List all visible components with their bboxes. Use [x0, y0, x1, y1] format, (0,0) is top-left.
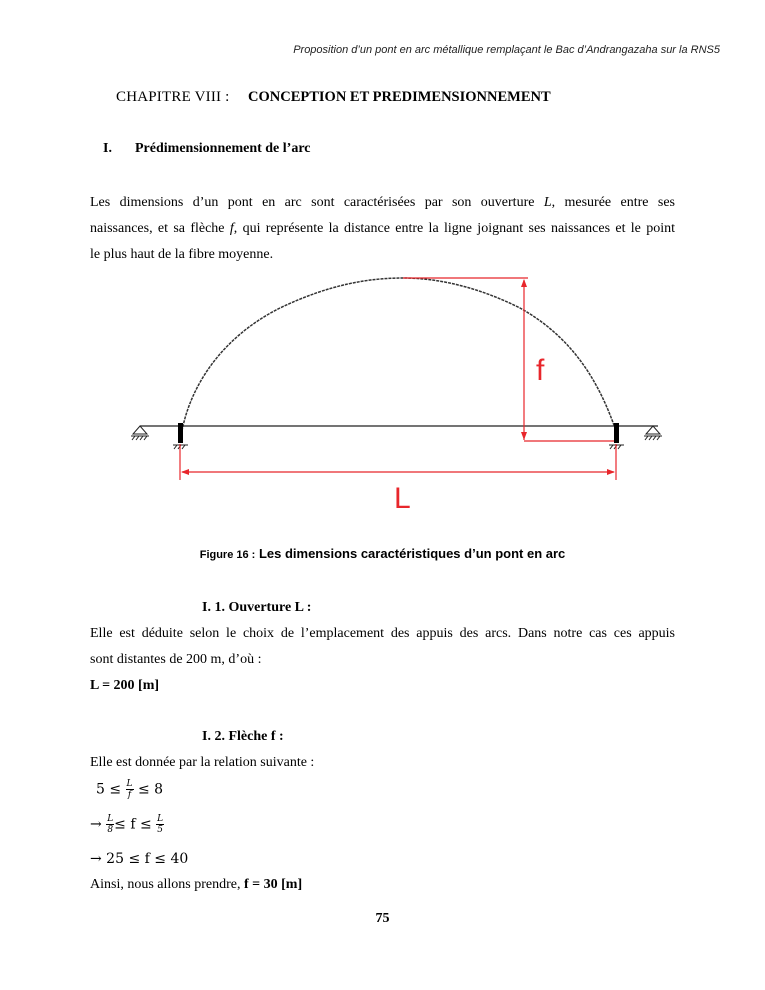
- caption-label: Figure 16 :: [199, 549, 256, 561]
- fraction-L-over-5: $\frac{L}{5}$: [157, 814, 164, 835]
- sub2-line-1: Elle est donnée par la relation suivante :: [90, 755, 315, 770]
- section-title: Prédimensionnement de l’arc: [135, 141, 311, 156]
- arch-curve: [182, 278, 616, 431]
- right-pin-support: [644, 426, 662, 440]
- sub1-line-2: sont distantes de 200 m, d’où :: [90, 652, 262, 667]
- intro-line-3: le plus haut de la fibre moyenne.: [90, 247, 274, 262]
- fleche-result: f = 30 [m]: [243, 877, 303, 892]
- chapter-title: CONCEPTION ET PREDIMENSIONNEMENT: [248, 89, 551, 105]
- var-f: f: [229, 221, 234, 236]
- rise-label: f: [536, 354, 545, 387]
- section-number: I.: [103, 141, 112, 156]
- caption-text: Les dimensions caractéristiques d’un pont en arc: [255, 546, 566, 561]
- fraction-L-over-8: $\frac{L}{8}$: [107, 814, 114, 835]
- ouverture-result: L = 200 [m]: [90, 678, 160, 693]
- running-header: Proposition d’un pont en arc métallique remplaçant le Bac d’Andrangazaha sur la RNS5: [293, 44, 720, 56]
- intro-line-1: Les dimensions d’un pont en arc sont caractérisées par son ouverture L, mesurée entre ses: [90, 195, 675, 210]
- arch-bridge-figure: [120, 268, 670, 518]
- equation-1: 5 ≤ $\frac{L}{f}$ ≤ 8: [96, 779, 164, 800]
- sub1-line-1: Elle est déduite selon le choix de l’emplacement des appuis des arcs. Dans notre cas ces appuis: [90, 626, 675, 641]
- page-number: 75: [375, 911, 390, 926]
- rise-dimension: [403, 278, 614, 441]
- fraction-L-over-f: $\frac{L}{f}$: [126, 779, 133, 800]
- left-pin-support: [131, 426, 149, 440]
- var-L: L: [543, 195, 552, 210]
- intro-paragraph: [90, 190, 675, 268]
- span-label: L: [394, 482, 411, 515]
- intro-line-2: naissances, et sa flèche f, qui représente la distance entre la ligne joignant ses naissances et le point: [90, 221, 675, 236]
- equation-3: → 25 ≤ f ≤ 40: [90, 851, 189, 867]
- subsection-2-title: I. 2. Flèche f :: [202, 729, 284, 744]
- equation-2: → $\frac{L}{8}$ ≤ f ≤ $\frac{L}{5}$: [90, 814, 164, 835]
- figure-caption: [0, 546, 765, 561]
- conclusion-line: Ainsi, nous allons prendre, f = 30 [m]: [90, 877, 303, 892]
- span-dimension: [180, 444, 616, 480]
- subsection-1-title: I. 1. Ouverture L :: [202, 600, 312, 615]
- chapter-label: CHAPITRE VIII :: [116, 89, 230, 105]
